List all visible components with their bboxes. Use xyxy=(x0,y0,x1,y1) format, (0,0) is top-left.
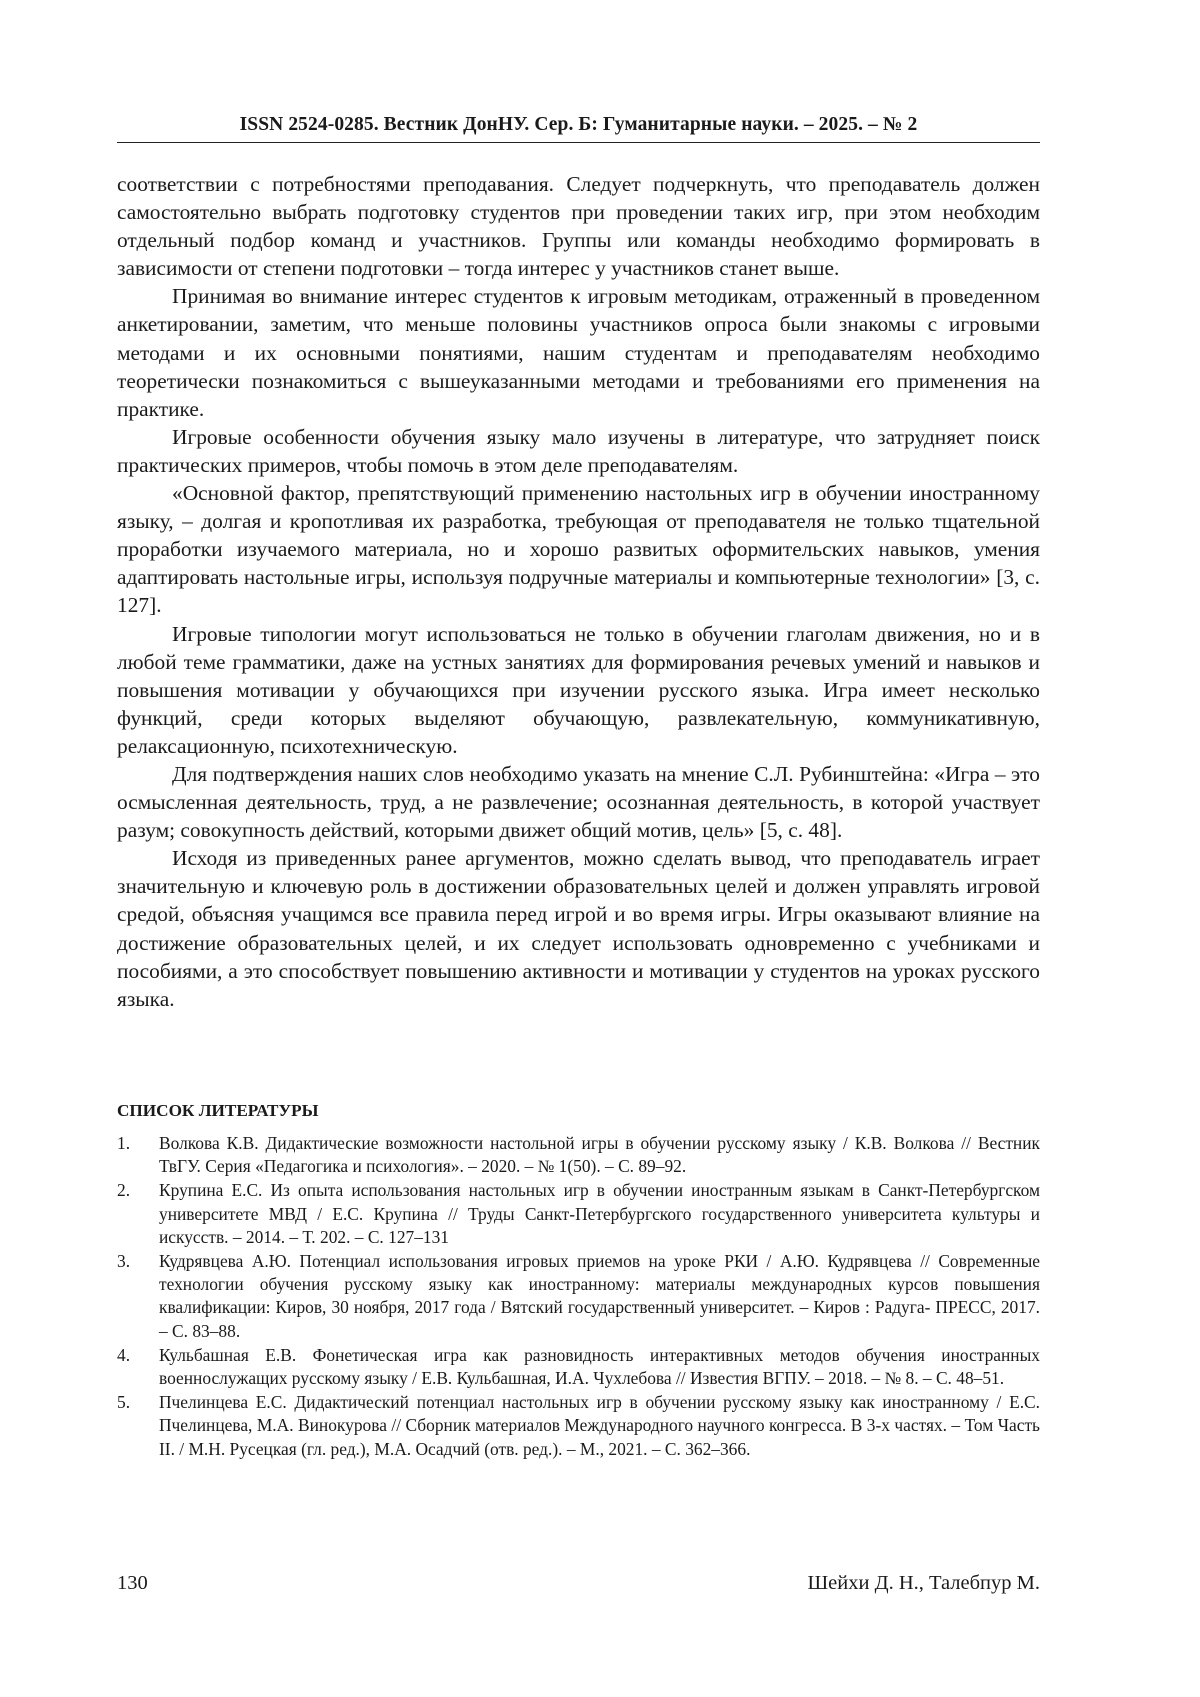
reference-number: 4. xyxy=(117,1344,131,1365)
reference-number: 2. xyxy=(117,1180,131,1201)
running-header: ISSN 2524-0285. Вестник ДонНУ. Сер. Б: Гуманитарные науки. – 2025. – № 2 xyxy=(239,114,918,135)
reference-text: Кульбашная Е.В. Фонетическая игра как разновидность интерактивных методов обучения иностранных военнослужащих русскому языку / Е.В. Кульбашная, И.А. Чухлебова // Известия ВГПУ. – 2018. – № 8. – С. 48–51. xyxy=(159,1344,1040,1389)
body-text xyxy=(117,170,1040,1013)
reference-item xyxy=(117,1250,1040,1343)
paragraph-quote: «Основной фактор, препятствующий применению настольных игр в обучении иностранному языку, – долгая и кропотливая их разработка, требующая от преподавателя не только тщательной проработки изучаемого материала, но и хорошо развитых оформительских навыков, умения адаптировать настольные игры, используя подручные материалы и компьютерные технологии» [3, с. 127]. xyxy=(117,481,1040,618)
reference-item xyxy=(117,1344,1040,1390)
references-title: СПИСОК ЛИТЕРАТУРЫ xyxy=(117,1101,319,1120)
paragraph: Для подтверждения наших слов необходимо указать на мнение С.Л. Рубинштейна: «Игра – это осмысленная деятельность, труд, а не развлечение; осознанная деятельность, в которой участвует разум; совокупность действий, которыми движет общий мотив, цель» [5, с. 48]. xyxy=(117,761,1040,843)
reference-item xyxy=(117,1179,1040,1249)
footer-authors: Шейхи Д. Н., Талебпур М. xyxy=(807,1572,1040,1594)
reference-text: Пчелинцева Е.С. Дидактический потенциал настольных игр в обучении русскому языку как иностранному / Е.С. Пчелинцева, М.А. Винокурова // Сборник материалов Международного научного конгресса. В 3-х частях. – Том Часть II. / М.Н. Русецкая (гл. ред.), М.А. Осадчий (отв. ред.). – М., 2021. – С. 362–366. xyxy=(159,1392,1040,1459)
paragraph: Игровые особенности обучения языку мало изучены в литературе, что затрудняет поиск практических примеров, чтобы помочь в этом деле преподавателям. xyxy=(117,424,1040,477)
paragraph-continued: соответствии с потребностями преподавания. Следует подчеркнуть, что преподаватель должен самостоятельно выбрать подготовку студентов при проведении таких игр, при этом необходим отдельный подбор команд и участников. Группы или команды необходимо формировать в зависимости от степени подготовки – тогда интерес у участников станет выше. xyxy=(117,172,1040,281)
reference-text: Крупина Е.С. Из опыта использования настольных игр в обучении иностранным языкам в Санкт-Петербургском университете МВД / Е.С. Крупина // Труды Санкт-Петербургского государственного университета культуры и искусств. – 2014. – Т. 202. – С. 127–131 xyxy=(159,1180,1040,1247)
header-rule xyxy=(117,142,1040,143)
page-number: 130 xyxy=(117,1572,148,1594)
reference-text: Кудрявцева А.Ю. Потенциал использования игровых приемов на уроке РКИ / А.Ю. Кудрявцева // Современные технологии обучения русскому языку как иностранному: материалы международных курсов повышения квалификации: Киров, 30 ноября, 2017 года / Вятский государственный университет. – Киров : Радуга- ПРЕСС, 2017. – С. 83–88. xyxy=(159,1251,1040,1341)
paragraph-conclusion: Исходя из приведенных ранее аргументов, можно сделать вывод, что преподаватель играет значительную и ключевую роль в достижении образовательных целей и должен управлять игровой средой, объясняя учащимся все правила перед игрой и во время игры. Игры оказывают влияние на достижение образовательных целей, и их следует использовать одновременно с учебниками и пособиями, а это способствует повышению активности и мотивации у студентов на уроках русского языка. xyxy=(117,846,1040,1011)
paragraph: Игровые типологии могут использоваться не только в обучении глаголам движения, но и в любой теме грамматики, даже на устных занятиях для формирования речевых умений и навыков и повышения мотивации у обучающихся при изучении русского языка. Игра имеет несколько функций, среди которых выделяют обучающую, развлекательную, коммуникативную, релаксационную, психотехническую. xyxy=(117,621,1040,758)
reference-number: 1. xyxy=(117,1133,131,1153)
paragraph: Принимая во внимание интерес студентов к игровым методикам, отраженный в проведенном анкетировании, заметим, что меньше половины участников опроса были знакомы с игровыми методами и их основными понятиями, нашим студентам и преподавателям необходимо теоретически познакомиться с вышеуказанными методами и требованиями его применения на практике. xyxy=(117,284,1040,421)
reference-item xyxy=(117,1391,1040,1461)
reference-number: 5. xyxy=(117,1392,131,1413)
reference-text: Волкова К.В. Дидактические возможности настольной игры в обучении русскому языку / К.В. Волкова // Вестник ТвГУ. Серия «Педагогика и психология». – 2020. – № 1(50). – С. 89–92. xyxy=(159,1133,1040,1177)
reference-number: 3. xyxy=(117,1251,131,1272)
reference-item xyxy=(117,1132,1040,1178)
references-list xyxy=(117,1132,1040,1462)
